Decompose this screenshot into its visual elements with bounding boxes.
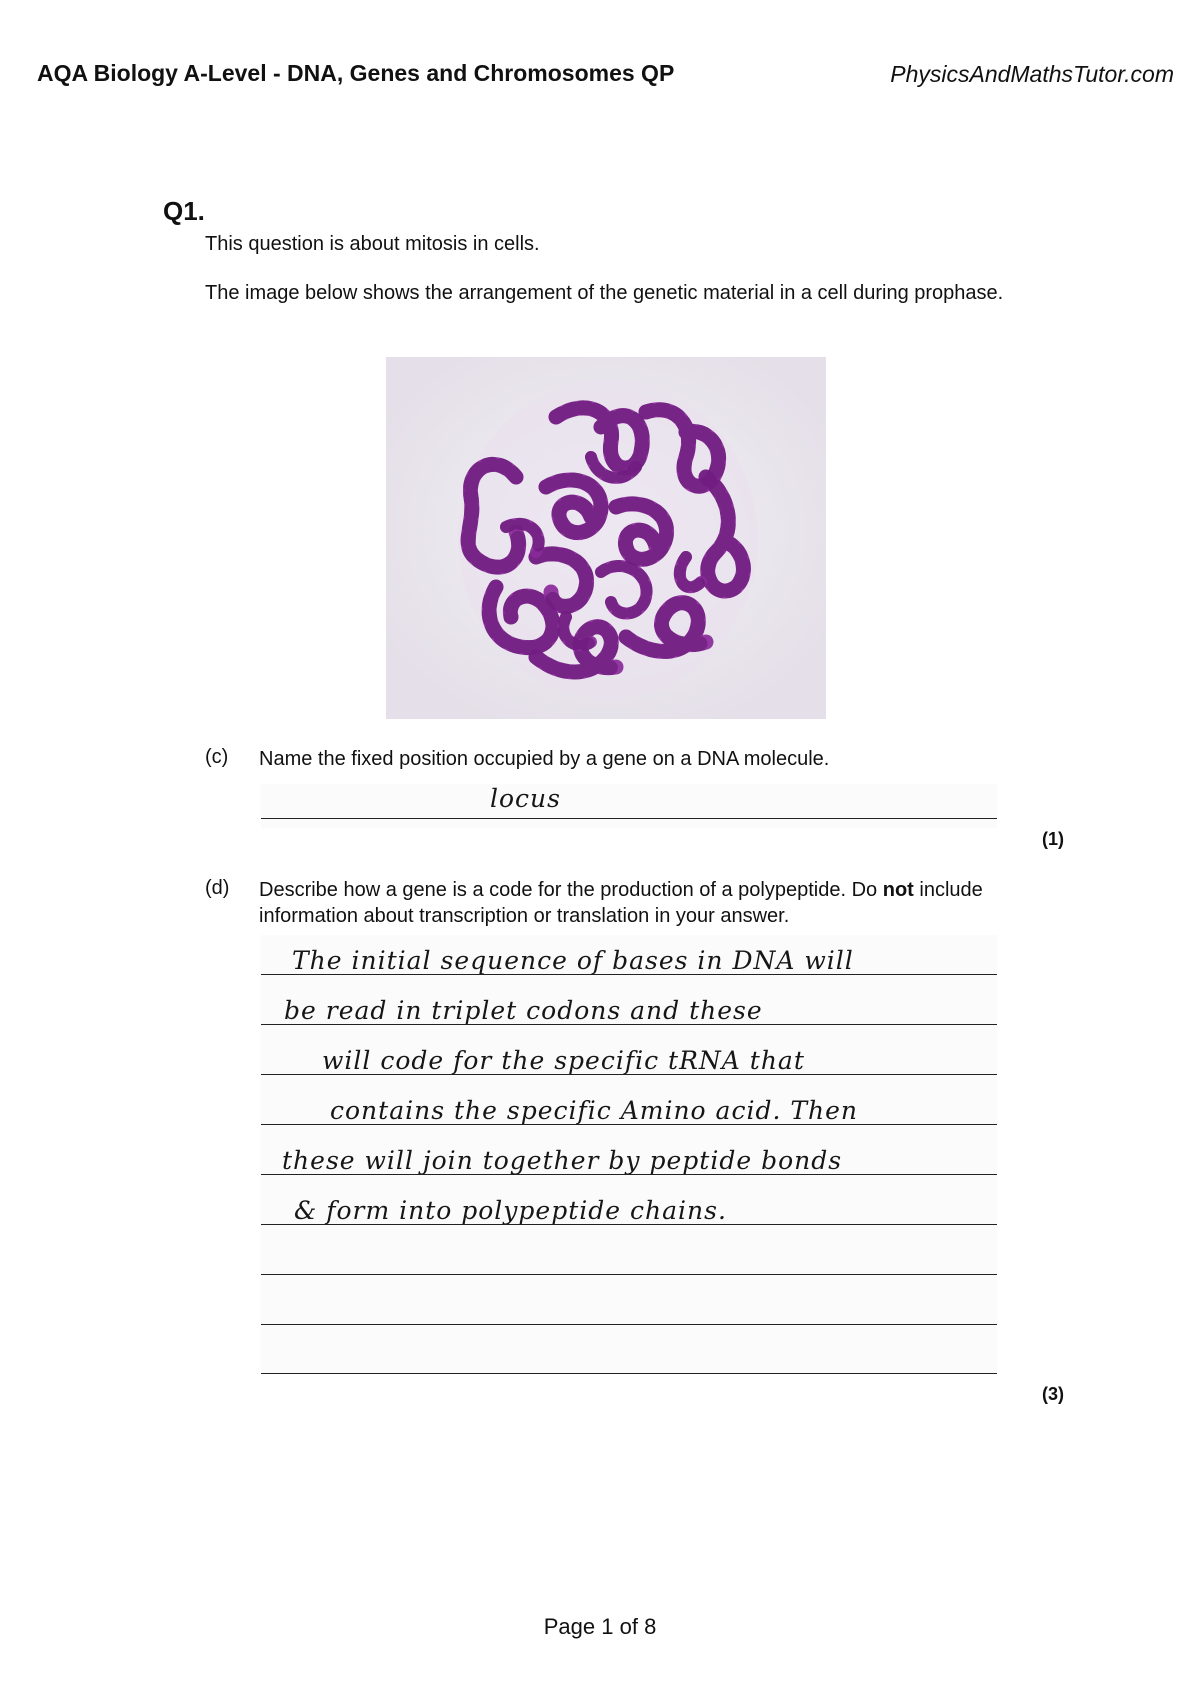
answer-line (261, 1274, 997, 1275)
page-footer (0, 1614, 1200, 1640)
page-of-label: of (619, 1614, 638, 1639)
part-c-marks: (1) (1042, 829, 1064, 849)
prophase-micrograph (386, 357, 826, 719)
page-label: Page (543, 1614, 596, 1639)
answer-line (261, 1324, 997, 1325)
page-total: 8 (644, 1614, 657, 1639)
part-d-marks: (3) (1042, 1384, 1064, 1404)
part-d-question (259, 877, 1019, 929)
part-d-text-bold: not (882, 879, 914, 901)
part-c-label: (c) (205, 746, 229, 768)
answer-line (261, 818, 997, 819)
part-d-label: (d) (205, 877, 230, 899)
answer-line (261, 974, 997, 975)
header-site: PhysicsAndMathsTutor.com (890, 61, 1174, 87)
part-d-answer-line: contains the specific Amino acid. Then (330, 1096, 859, 1125)
image-description: The image below shows the arrangement of the genetic material in a cell during prophase. (205, 282, 1004, 304)
answer-line (261, 1074, 997, 1075)
answer-line (261, 1174, 997, 1175)
part-c-question: Name the fixed position occupied by a gene on a DNA molecule. (259, 748, 830, 770)
part-d-answer-line: & form into polypeptide chains. (294, 1196, 727, 1225)
header-title: AQA Biology A-Level - DNA, Genes and Chromosomes QP (37, 60, 675, 86)
part-d-text-end: include information about transcription or translation in your answer. (259, 879, 983, 927)
part-c-answer: locus (490, 784, 561, 813)
chromosome-illustration (386, 357, 826, 719)
answer-area-c (261, 784, 997, 828)
answer-line (261, 1373, 997, 1374)
answer-line (261, 1124, 997, 1125)
part-d-text-start: Describe how a gene is a code for the production of a polypeptide. Do (259, 879, 883, 901)
part-d-answer-line: The initial sequence of bases in DNA will (292, 946, 854, 975)
question-number: Q1. (163, 196, 205, 226)
part-d-answer-line: be read in triplet codons and these (284, 996, 763, 1025)
question-intro: This question is about mitosis in cells. (205, 233, 540, 255)
part-d-answer-line: will code for the specific tRNA that (322, 1046, 805, 1075)
part-d-answer-line: these will join together by peptide bonds (282, 1146, 843, 1175)
answer-line (261, 1224, 997, 1225)
answer-line (261, 1024, 997, 1025)
page-number: 1 (601, 1614, 614, 1639)
